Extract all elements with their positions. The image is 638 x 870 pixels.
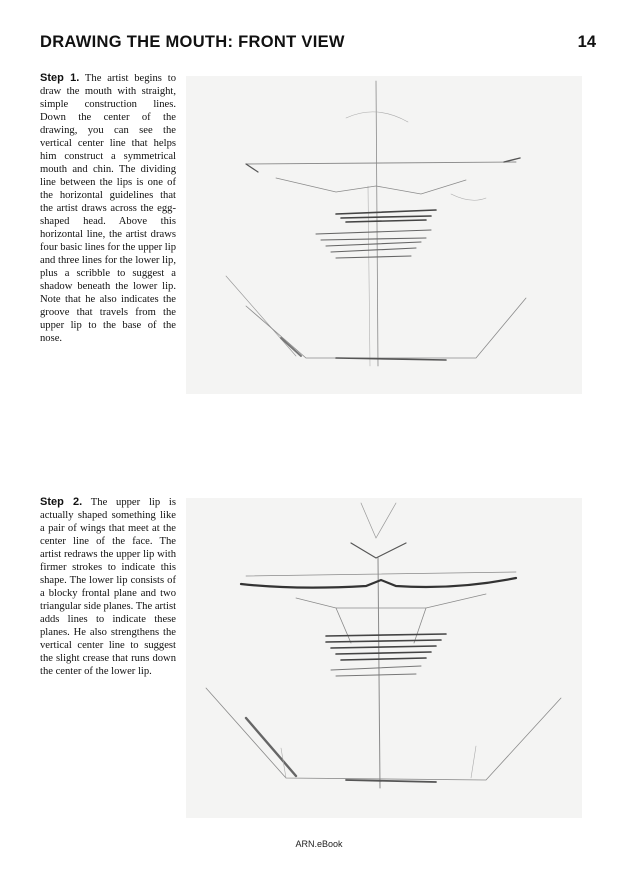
step-2-caption <box>40 496 176 678</box>
mouth-construction-sketch <box>186 76 582 394</box>
step-2-sketch <box>186 498 582 818</box>
step-2-body: The upper lip is actually shaped something like a pair of wings that meet at the center line of the face. The artist redraws the upper lip with firmer strokes to indicate this shape. The lower lip consists of a blocky frontal plane and two triangular side planes. The artist adds lines to indicate these planes. He also strengthens the vertical center line to suggest the slight crease that runs down the center of the lower lip. <box>40 497 177 677</box>
step-1-body: The artist begins to draw the mouth with straight, simple construction lines. Down the center of the drawing, you can see the vertical center line that helps him construct a symmetrical mouth and chin. The dividing line between the lips is one of the horizontal guidelines that the artist draws across the egg-shaped head. Above this horizontal line, the artist draws four basic lines for the upper lip and three lines for the lower lip, plus a scribble to suggest a shadow beneath the lower lip. Note that he also indicates the groove that travels from the upper lip to the base of the nose. <box>40 73 176 344</box>
page-title: DRAWING THE MOUTH: FRONT VIEW <box>40 33 345 51</box>
mouth-refined-sketch <box>186 498 582 818</box>
footer-source: ARN.eBook <box>295 839 343 849</box>
step-2-label: Step 2. <box>40 496 83 508</box>
page-number: 14 <box>577 33 596 51</box>
step-1-sketch <box>186 76 582 394</box>
step-1-label: Step 1. <box>40 72 80 84</box>
step-1-caption <box>40 72 176 345</box>
